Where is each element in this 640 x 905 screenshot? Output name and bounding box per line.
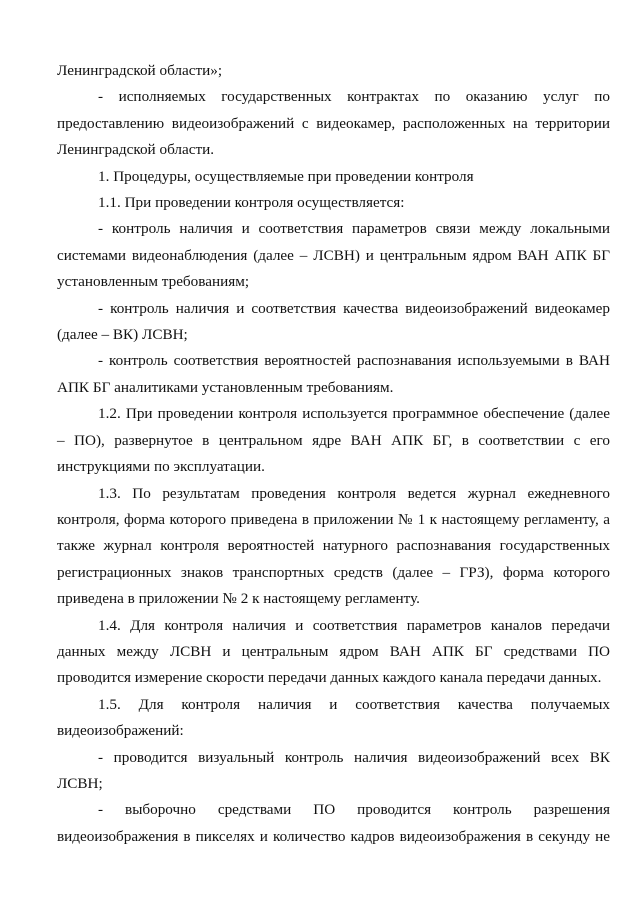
clause-1-4: 1.4. Для контроля наличия и соответствия параметров каналов передачи данных между ЛСВН и центральным ядром ВАН АПК БГ средствами ПО проводится измерение скорости передачи данных каждого канала передачи данных. xyxy=(57,616,610,687)
clause-1-3: 1.3. По результатам проведения контроля ведется журнал ежедневного контроля, форма которого приведена в приложении № 1 к настоящему регламенту, а также журнал контроля вероятностей натурного распознавания государственных регистрационных знаков транспортных средств (далее – ГРЗ), форма которого приведена в приложении № 2 к настоящему регламенту. xyxy=(57,484,610,608)
clause-1-5-item-resolution: - выборочно средствами ПО проводится контроль разрешения видеоизображения в пикселях и количество кадров видеоизображения в секунду не xyxy=(57,801,610,845)
paragraph-contracts: - исполняемых государственных контрактах по оказанию услуг по предоставлению видеоизображений с видеокамер, расположенных на территории Ленинградской области. xyxy=(57,88,610,159)
clause-1-5-item-visual: - проводится визуальный контроль наличия видеоизображений всех ВК ЛСВН; xyxy=(57,748,610,792)
document-body xyxy=(57,58,610,850)
clause-1-1-item-image-quality: - контроль наличия и соответствия качества видеоизображений видеокамер (далее – ВК) ЛСВН; xyxy=(57,299,610,344)
clause-1-1: 1.1. При проведении контроля осуществляется: xyxy=(98,194,405,212)
paragraph-continuation: Ленинградской области»; xyxy=(57,62,223,79)
section-heading-procedures: 1. Процедуры, осуществляемые при проведении контроля xyxy=(98,167,474,185)
clause-1-2: 1.2. При проведении контроля используется программное обеспечение (далее – ПО), развернутое в центральном ядре ВАН АПК БГ, в соответствии с его инструкциями по эксплуатации. xyxy=(57,405,610,476)
clause-1-5: 1.5. Для контроля наличия и соответствия качества получаемых видеоизображений: xyxy=(57,695,610,740)
clause-1-1-item-recognition: - контроль соответствия вероятностей распознавания используемыми в ВАН АПК БГ аналитиками установленным требованиям. xyxy=(57,352,610,396)
clause-1-1-item-communication: - контроль наличия и соответствия параметров связи между локальными системами видеонаблюдения (далее – ЛСВН) и центральным ядром ВАН АПК БГ установленным требованиям; xyxy=(57,220,610,291)
